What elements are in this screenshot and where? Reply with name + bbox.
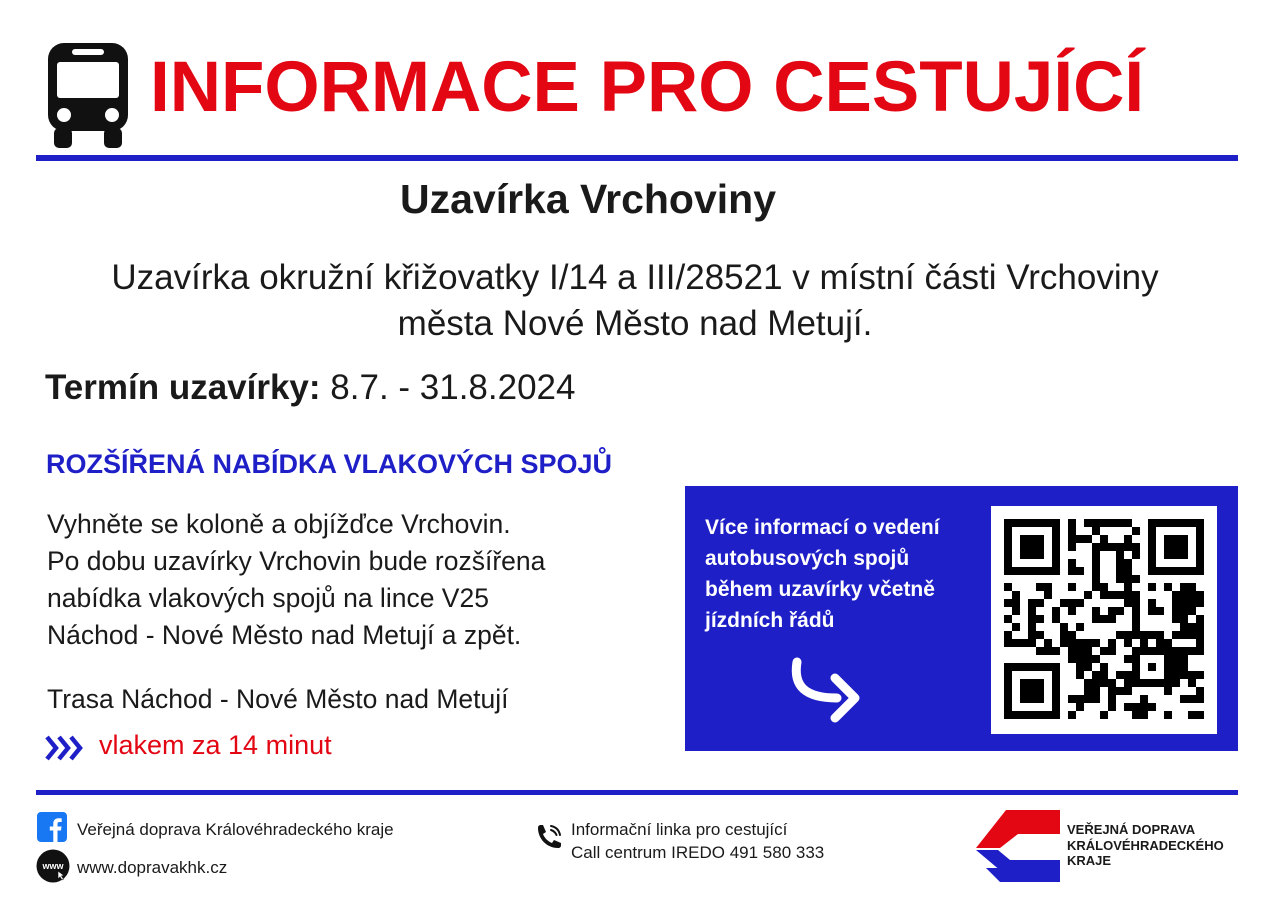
term-value: 8.7. - 31.8.2024: [320, 368, 576, 407]
logo-line: VEŘEJNÁ DOPRAVA: [1067, 822, 1196, 837]
hotline-number[interactable]: Call centrum IREDO 491 580 333: [571, 843, 825, 862]
info-line: jízdních řádů: [705, 609, 835, 632]
offer-line: Vyhněte se koloně a objížďce Vrchovin.: [47, 509, 511, 539]
divider-top: [36, 155, 1238, 161]
website-link[interactable]: www.dopravakhk.cz: [77, 858, 228, 877]
notice-subheading: Uzavírka Vrchoviny: [399, 176, 777, 222]
facebook-icon[interactable]: [37, 812, 67, 842]
term-label: Termín uzavírky:: [45, 368, 321, 407]
description-line: města Nové Město nad Metují.: [397, 304, 873, 343]
phone-icon: [534, 822, 564, 852]
info-line: Více informací o vedení: [705, 516, 940, 539]
curved-arrow-icon: [785, 656, 865, 726]
www-icon[interactable]: [36, 849, 70, 883]
info-line: během uzavírky včetně: [705, 578, 935, 601]
facebook-link[interactable]: Veřejná doprava Královéhradeckého kraje: [77, 820, 394, 839]
logo-line: KRÁLOVÉHRADECKÉHO: [1067, 837, 1224, 853]
notice-description: [40, 255, 1230, 347]
train-offer-text: [47, 506, 545, 654]
iredo-logo-icon: [976, 810, 1060, 882]
train-offer-heading: ROZŠÍŘENÁ NABÍDKA VLAKOVÝCH SPOJŮ: [46, 449, 613, 479]
qr-code[interactable]: [1004, 519, 1204, 719]
page-title: INFORMACE PRO CESTUJÍCÍ: [150, 48, 1145, 127]
offer-line: Náchod - Nové Město nad Metují a zpět.: [47, 620, 522, 650]
divider-bottom: [36, 790, 1238, 795]
route-label: Trasa Náchod - Nové Město nad Metují: [47, 684, 509, 714]
travel-time-text: vlakem za 14 minut: [99, 730, 332, 760]
info-box-text: [705, 512, 975, 636]
offer-line: nabídka vlakových spojů na lince V25: [47, 583, 489, 613]
www-badge-text: www: [42, 861, 64, 871]
iredo-logo-text: [1067, 822, 1224, 869]
bus-icon: [44, 40, 132, 150]
triple-chevron-icon: [45, 734, 83, 762]
closure-term: [45, 368, 575, 408]
logo-line: KRAJE: [1067, 853, 1112, 868]
description-line: Uzavírka okružní křižovatky I/14 a III/28521 v místní části Vrchoviny: [111, 258, 1159, 297]
qr-frame[interactable]: [991, 506, 1217, 734]
info-box: [685, 486, 1238, 751]
hotline-label: Informační linka pro cestující: [571, 820, 788, 839]
info-line: autobusových spojů: [705, 547, 910, 570]
offer-line: Po dobu uzavírky Vrchovin bude rozšířena: [47, 546, 546, 576]
